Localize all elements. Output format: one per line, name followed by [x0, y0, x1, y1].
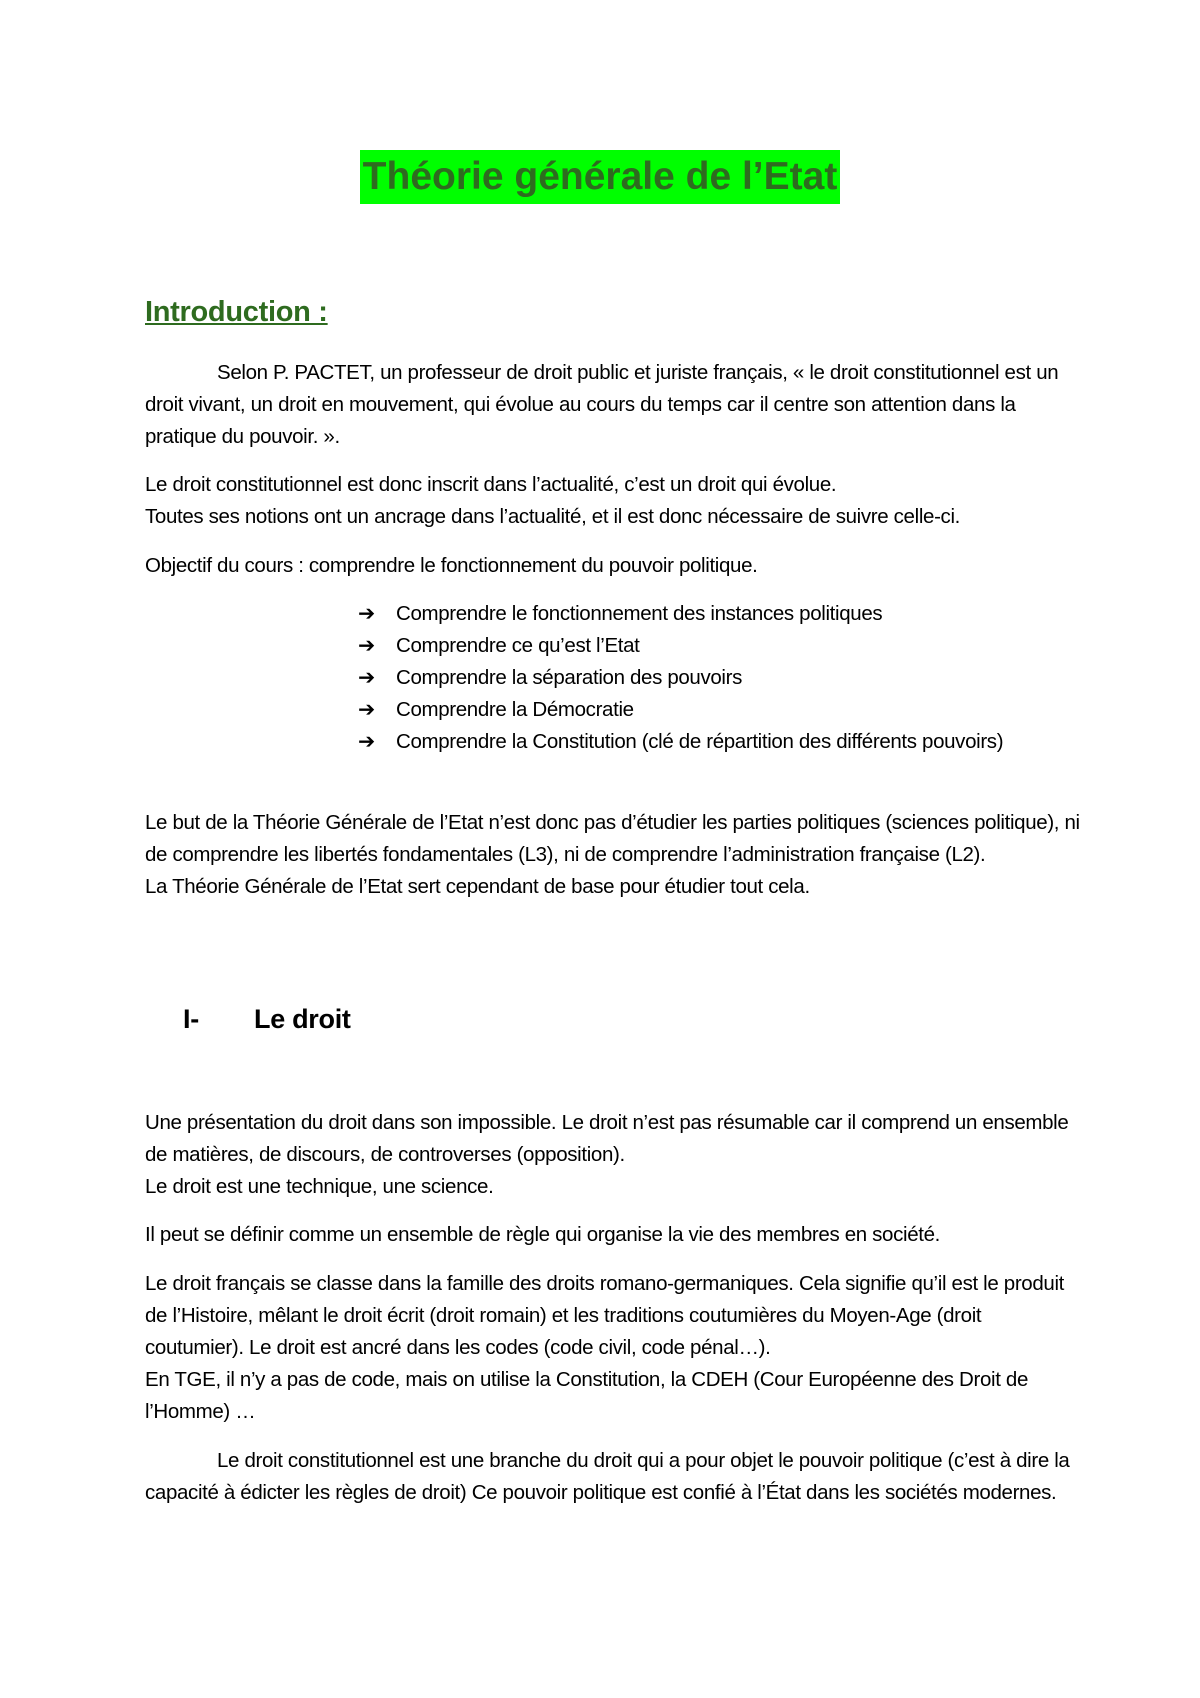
paragraph-line: Le but de la Théorie Générale de l’Etat n’est donc pas d’étudier les parties politiques (sciences politique), ni de comprendre les libertés fondamentales (L3), ni de comprendre l’administration française (L2). [145, 811, 1080, 866]
title-container [0, 150, 1200, 204]
list-item [358, 630, 1018, 662]
list-item-text: Comprendre la Démocratie [396, 698, 634, 721]
paragraph-line: Une présentation du droit dans son impossible. Le droit n’est pas résumable car il comprend un ensemble de matières, de discours, de controverses (opposition). [145, 1111, 1069, 1166]
arrow-right-icon: ➔ [358, 698, 375, 721]
course-objective [145, 550, 1080, 582]
objectives-list [358, 598, 1018, 758]
paragraph-line: En TGE, il n’y a pas de code, mais on utilise la Constitution, la CDEH (Cour Européenne des Droit de l’Homme) … [145, 1368, 1029, 1423]
paragraph-line: Le droit français se classe dans la famille des droits romano-germaniques. Cela signifie qu’il est le produit de l’Histoire, mêlant le droit écrit (droit romain) et les traditions coutumières du Moyen-Age (droit coutumier). Le droit est ancré dans les codes (code civil, code pénal…). [145, 1272, 1064, 1359]
paragraph-line: Le droit est une technique, une science. [145, 1175, 494, 1198]
section-1-paragraph-3 [145, 1268, 1080, 1428]
pactet-quote: Selon P. PACTET, un professeur de droit public et juriste français, « le droit constitutionnel est un droit vivant, un droit en mouvement, qui évolue au cours du temps car il centre son attention dans la pratique du pouvoir. ». [145, 361, 1059, 448]
list-item-text: Comprendre ce qu’est l’Etat [396, 634, 640, 657]
paragraph-line: La Théorie Générale de l’Etat sert cependant de base pour étudier tout cela. [145, 875, 810, 898]
arrow-right-icon: ➔ [358, 634, 375, 657]
arrow-right-icon: ➔ [358, 730, 375, 753]
introduction-heading: Introduction : [145, 296, 328, 328]
paragraph-line: Le droit constitutionnel est une branche du droit qui a pour objet le pouvoir politique (c’est à dire la capacité à édicter les règles de droit) Ce pouvoir politique est confié à l’État dans les sociétés modernes. [145, 1449, 1070, 1504]
section-1-paragraph-1 [145, 1107, 1080, 1203]
arrow-right-icon: ➔ [358, 666, 375, 689]
list-item [358, 694, 1018, 726]
arrow-right-icon: ➔ [358, 602, 375, 625]
paragraph-line: Le droit constitutionnel est donc inscrit dans l’actualité, c’est un droit qui évolue. [145, 473, 837, 496]
section-number: I- [183, 1004, 199, 1034]
section-heading-1 [183, 1004, 351, 1035]
list-item [358, 598, 1018, 630]
list-item [358, 662, 1018, 694]
introduction-paragraph-1 [145, 357, 1080, 453]
section-1-paragraph-4 [145, 1445, 1080, 1509]
section-1-paragraph-2 [145, 1219, 1080, 1251]
introduction-paragraph-4 [145, 807, 1080, 903]
introduction-paragraph-2 [145, 469, 1080, 533]
list-item-text: Comprendre la Constitution (clé de répartition des différents pouvoirs) [396, 730, 1004, 753]
paragraph-line: Toutes ses notions ont un ancrage dans l’actualité, et il est donc nécessaire de suivre celle-ci. [145, 505, 960, 528]
paragraph-line: Il peut se définir comme un ensemble de règle qui organise la vie des membres en société. [145, 1223, 940, 1246]
document-title: Théorie générale de l’Etat [360, 150, 841, 204]
objective-line: Objectif du cours : comprendre le fonctionnement du pouvoir politique. [145, 554, 758, 577]
section-title: Le droit [254, 1004, 351, 1034]
list-item [358, 726, 1018, 758]
list-item-text: Comprendre le fonctionnement des instances politiques [396, 602, 883, 625]
list-item-text: Comprendre la séparation des pouvoirs [396, 666, 743, 689]
